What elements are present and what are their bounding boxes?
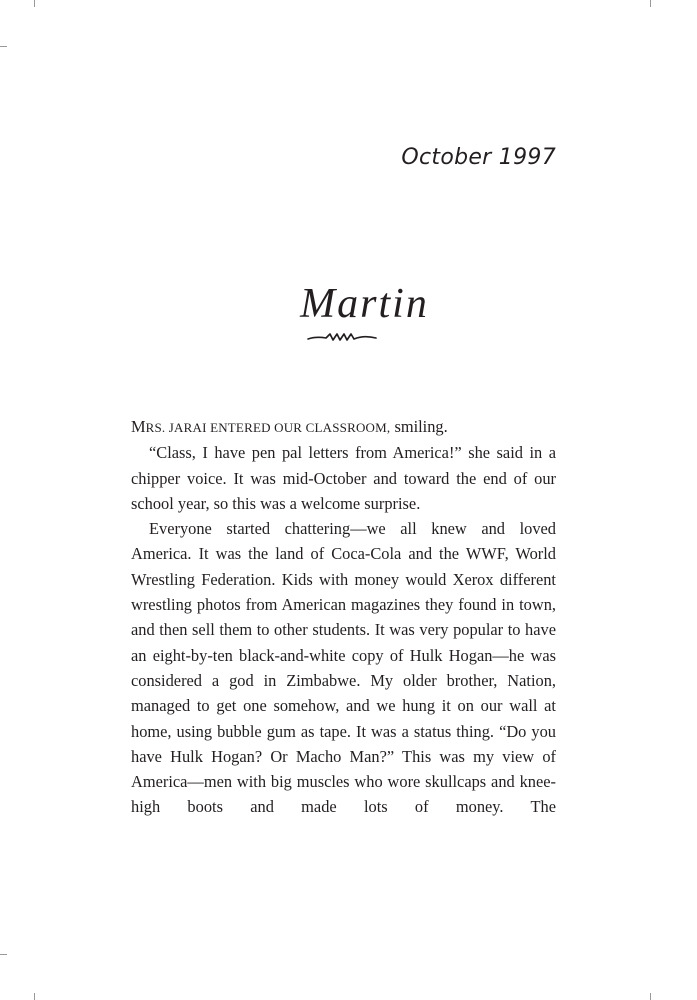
opening-rest: smiling. (390, 417, 448, 436)
crop-mark-left-lower (0, 954, 7, 955)
opening-initial: M (131, 417, 146, 436)
chapter-title: Martin (300, 281, 429, 327)
opening-paragraph (131, 414, 556, 440)
crop-mark-left-upper (0, 46, 7, 47)
paragraph-3: Everyone started chattering—we all knew and loved America. It was the land of Coca-Cola and the WWF, World Wrestling Federation. Kids with money would Xerox different wrestling photos from American magazines they found in town, and then sell them to other students. It was very popular to have an eight-by-ten black-and-white copy of Hulk Hogan—he was considered a god in Zimbabwe. My older brother, Nation, managed to get one somehow, and we hung it on our wall at home, using bubble gum as tape. It was a status thing. “Do you have Hulk Hogan? Or Macho Man?” This was my view of America—men with big muscles who wore skullcaps and knee-high boots and made lots of money. The (131, 519, 556, 817)
crop-mark-top-left (34, 0, 35, 7)
opening-smallcaps: RS. JARAI ENTERED OUR CLASSROOM, (145, 420, 391, 435)
date-heading: October 1997 (401, 145, 556, 170)
crop-mark-top-right (650, 0, 651, 7)
crop-mark-bottom-right (650, 993, 651, 1000)
paragraph-2: “Class, I have pen pal letters from America!” she said in a chipper voice. It was mid-October and toward the end of our school year, so this was a welcome surprise. (131, 443, 556, 513)
crop-mark-bottom-left (34, 993, 35, 1000)
chapter-body (131, 414, 556, 820)
flourish-ornament-icon (306, 330, 378, 344)
